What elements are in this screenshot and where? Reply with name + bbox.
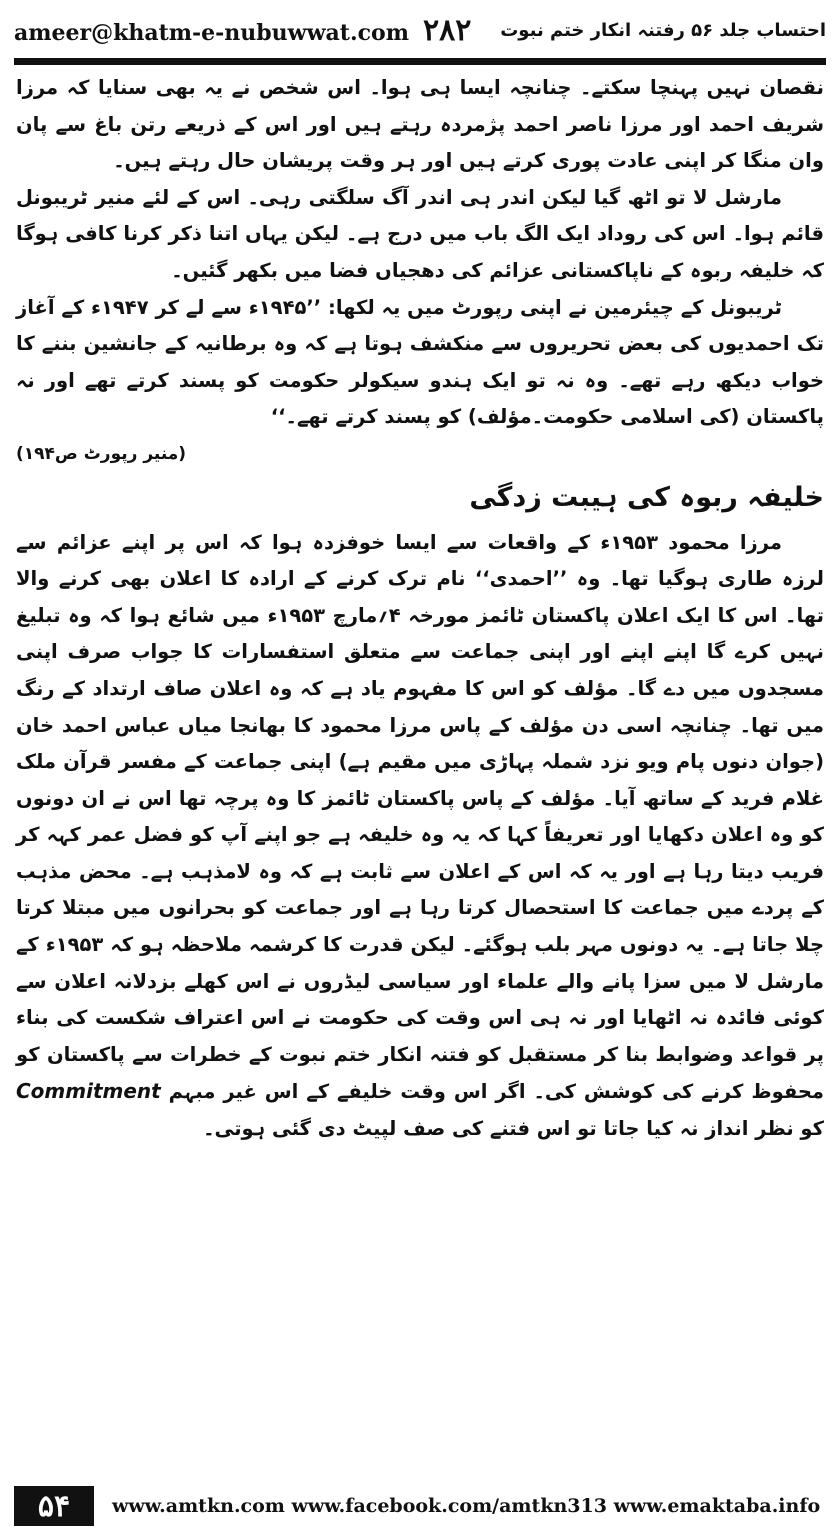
header-page-number: ۲۸۲ <box>422 12 472 48</box>
section-heading: خلیفہ ربوہ کی ہیبت زدگی <box>469 481 824 513</box>
paragraph-3-quote: ٹریبونل کے چیئرمین نے اپنی رپورٹ میں یہ لکھا: ’’۱۹۴۵ء سے لے کر ۱۹۴۷ء کے آغاز تک احمدیوں کی بعض تحریروں سے منکشف ہوتا ہے کہ وہ برطانیہ کے جانشین بننے کا خواب دیکھ رہے تھے۔ وہ نہ تو ایک ہندو سیکولر حکومت کو پسند کرتے تھے اور نہ پاکستان (کی اسلامی حکومت۔مؤلف) کو پسند کرتے تھے۔‘‘ <box>16 295 824 429</box>
header-rule <box>14 58 826 65</box>
english-term: Commitment <box>16 1079 161 1104</box>
header-book-title: احتساب جلد ۵۶ رفتنہ انکار ختم نبوت <box>500 19 826 41</box>
footer-links: www.amtkn.com www.facebook.com/amtkn313 www.emaktaba.info <box>112 1495 821 1517</box>
footer-page-number: ۵۴ <box>14 1486 94 1526</box>
header-left <box>14 13 471 48</box>
page-footer <box>14 1484 826 1528</box>
page-body <box>16 70 824 1468</box>
page-header <box>14 8 826 52</box>
citation: (منیر رپورٹ ص۱۹۴) <box>16 443 187 464</box>
section-paragraph <box>16 525 824 1148</box>
section-paragraph-end: کو نظر انداز نہ کیا جاتا تو اس فتنے کی صف لپیٹ دی گئی ہوتی۔ <box>203 1117 824 1141</box>
header-email: ameer@khatm-e-nubuwwat.com <box>14 19 409 46</box>
section-paragraph-text: مرزا محمود ۱۹۵۳ء کے واقعات سے ایسا خوفزدہ ہوا کہ اس پر اپنے عزائم سے لرزہ طاری ہوگیا تھا۔ وہ ’’احمدی‘‘ نام ترک کرنے کے ارادہ کا اعلان بھی کرنے والا تھا۔ اس کا ایک اعلان پاکستان ٹائمز مورخہ ۴؍مارچ ۱۹۵۳ء میں شائع ہوا کہ وہ تبلیغ نہیں کرے گا اپنے اپنے اور اپنی جماعت سے متعلق استفسارات کا جواب صرف اپنی مسجدوں میں دے گا۔ مؤلف کو اس کا مفہوم یاد ہے کہ وہ اعلان صاف ارتداد کے رنگ میں تھا۔ چنانچہ اسی دن مؤلف کے پاس مرزا محمود کا بھانجا میاں عباس احمد خان (جوان دنوں پام ویو نزد شملہ پہاڑی میں مقیم ہے) اپنی جماعت کے مفسر قرآن ملک غلام فرید کے ساتھ آیا۔ مؤلف کے پاس پاکستان ٹائمز کا وہ پرچہ تھا اس نے ان دونوں کو وہ اعلان دکھایا اور تعریفاً کہا کہ یہ وہ خلیفہ ہے جو اپنے آپ کو فضل عمر کہہ کر فریب دیتا رہا ہے اور یہ کہ اس کے اعلان سے ثابت ہے کہ وہ لامذہب ہے۔ محض مذہب کے پردے میں جماعت کا استحصال کرتا رہا ہے اور جماعت کو بحرانوں میں مبتلا کرتا چلا جاتا ہے۔ یہ دونوں مہر بلب ہوگئے۔ لیکن قدرت کا کرشمہ ملاحظہ ہو کہ ۱۹۵۳ء کے مارشل لا میں سزا پانے والے علماء اور سیاسی لیڈروں نے اس کھلے بزدلانہ اعلان سے کوئی فائدہ نہ اٹھایا اور نہ ہی اس وقت کی حکومت نے اس اعتراف شکست کی بناء پر قواعد وضوابط بنا کر مستقبل کو فتنہ انکار ختم نبوت کے خطرات سے پاکستان کو محفوظ کرنے کی کوشش کی۔ اگر اس وقت خلیفے کے اس غیر مبہم <box>16 530 824 1104</box>
paragraph-2: مارشل لا تو اٹھ گیا لیکن اندر ہی اندر آگ سلگتی رہی۔ اس کے لئے منیر ٹریبونل قائم ہوا۔ اس کی روداد ایک الگ باب میں درج ہے۔ لیکن یہاں اتنا ذکر کرنا کافی ہوگا کہ خلیفہ ربوہ کے ناپاکستانی عزائم کی دھجیاں فضا میں بکھر گئیں۔ <box>16 185 824 282</box>
citation-line <box>16 436 824 473</box>
paragraph-1: نقصان نہیں پہنچا سکتے۔ چنانچہ ایسا ہی ہوا۔ اس شخص نے یہ بھی سنایا کہ مرزا شریف احمد اور مرزا ناصر احمد پژمردہ رہتے ہیں اور اس کے ذریعے رتن باغ سے پان وان منگا کر اپنی عادت پوری کرتے ہیں اور ہر وقت پریشان حال رہتے ہیں۔ <box>16 76 824 173</box>
